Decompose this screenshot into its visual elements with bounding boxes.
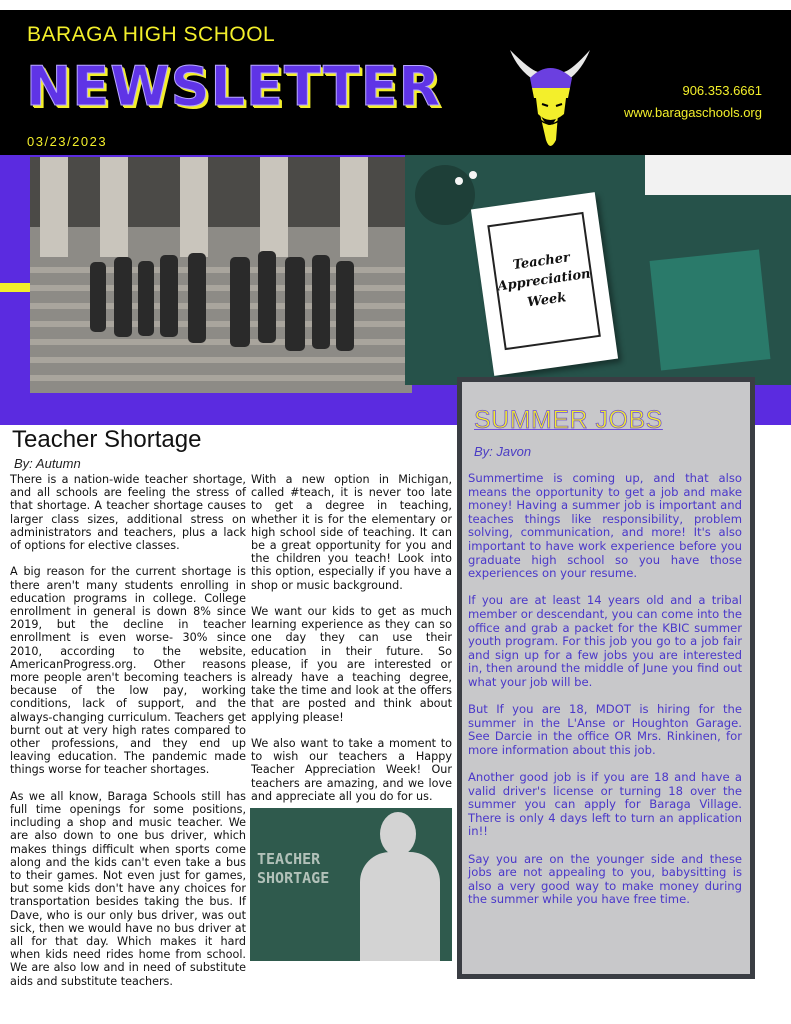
- silhouette-head-icon: [380, 812, 416, 856]
- paragraph: Summertime is coming up, and that also means the opportunity to get a job and make money! Having a summer job is important and teaches things like responsibility, problem solving, communication, and more! It's also important to have work experience before you graduate high school so you have those experiences on your resume.: [468, 471, 742, 581]
- article-column-left: [10, 473, 246, 1001]
- teacher-appreciation-card: [471, 192, 618, 376]
- masthead-title: NEWSLETTER: [26, 55, 442, 118]
- newsletter-header: [0, 10, 791, 155]
- paragraph: With a new option in Michigan, called #teach, it is never too late to get a degree in teaching, whether it is for the elementary or high school side of teaching. It can be a great opportunity for you and the children you teach! Look into this option, especially if you have a shop or music background.: [251, 473, 452, 592]
- chalkboard-text: TEACHER SHORTAGE: [257, 850, 330, 887]
- article-column-middle: [251, 473, 452, 816]
- students-group-photo: [30, 157, 412, 393]
- school-name: BARAGA HIGH SCHOOL: [27, 23, 276, 46]
- byline-javon: By: Javon: [474, 444, 532, 459]
- issue-date: 03/23/2023: [27, 134, 108, 149]
- summer-jobs-title: SUMMER JOBS: [474, 406, 663, 434]
- card-text: Teacher Appreciation Week: [487, 212, 601, 350]
- paragraph: Another good job is if you are 18 and have a valid driver's license or turning 18 over the summer you can apply for Baraga Village. There is only 4 days left to turn an application in!!: [468, 770, 742, 839]
- paragraph: As we all know, Baraga Schools still has full time openings for some positions, including a shop and music teacher. We are also down to one bus driver, which makes things difficult when sports come along and the kids can't even take a bus to their games. Not even just for games, but some kids don't have any choices for transportation besides taking the bus. If Dave, who is our only bus driver, was out sick, then we would have no bus driver at all for that day. Which makes it hard when kids need rides home from school. We are also low and in need of substitute aids and substitute teachers.: [10, 789, 246, 988]
- paragraph: If you are at least 14 years old and a tribal member or descendant, you can come into the office and grab a packet for the KBIC summer youth program. For this job you go to a job fair and sign up for a few jobs you are interested in, then around the middle of June you find out what your job will be.: [468, 593, 742, 689]
- teacher-shortage-image: [250, 808, 452, 961]
- byline-autumn: By: Autumn: [14, 456, 81, 471]
- paragraph: Say you are on the younger side and these jobs are not appealing to you, babysitting is also a very good way to make money during the summer while you have free time.: [468, 851, 742, 907]
- phone-number: 906.353.6661: [682, 83, 762, 98]
- paragraph: We also want to take a moment to to wish our teachers a Happy Teacher Appreciation Week! Our teachers are amazing, and we love and appreciate all you do for us.: [251, 737, 452, 803]
- paragraph: There is a nation-wide teacher shortage, and all schools are feeling the stress of that shortage. A teacher shortage causes larger class sizes, additional stress on administrators and teachers, plus a lack of options for elective classes.: [10, 473, 246, 553]
- paragraph: A big reason for the current shortage is there aren't many students enrolling in education programs in college. College enrollment in general is down 8% since 2019, but the decline in teacher enrollment is even worse- 30% since 2010, according to the website, AmericanProgress.org. Other reasons more people aren't becoming teachers is because of the low pay, working conditions, lack of support, and the always-changing curriculum. Teachers get burnt out at very high rates compared to other professions, and they end up leaving education. The pandemic made things worse for teacher shortages.: [10, 565, 246, 777]
- silhouette-body-icon: [360, 852, 440, 961]
- paragraph: We want our kids to get as much learning experience as they can so one day they can use their education in their future. So please, if you are interested or already have a teaching degree, take the time and look at the offers that are posted and think about applying please!: [251, 605, 452, 724]
- viking-mascot-icon: [500, 40, 600, 160]
- article-title-teacher-shortage: Teacher Shortage: [12, 426, 202, 453]
- website-url[interactable]: www.baragaschools.org: [623, 105, 762, 120]
- paragraph: But If you are 18, MDOT is hiring for the summer in the L'Anse or Houghton Garage. See Darcie in the office OR Mrs. Rinkinen, for more information about this job.: [468, 702, 742, 757]
- summer-jobs-column: [468, 472, 742, 921]
